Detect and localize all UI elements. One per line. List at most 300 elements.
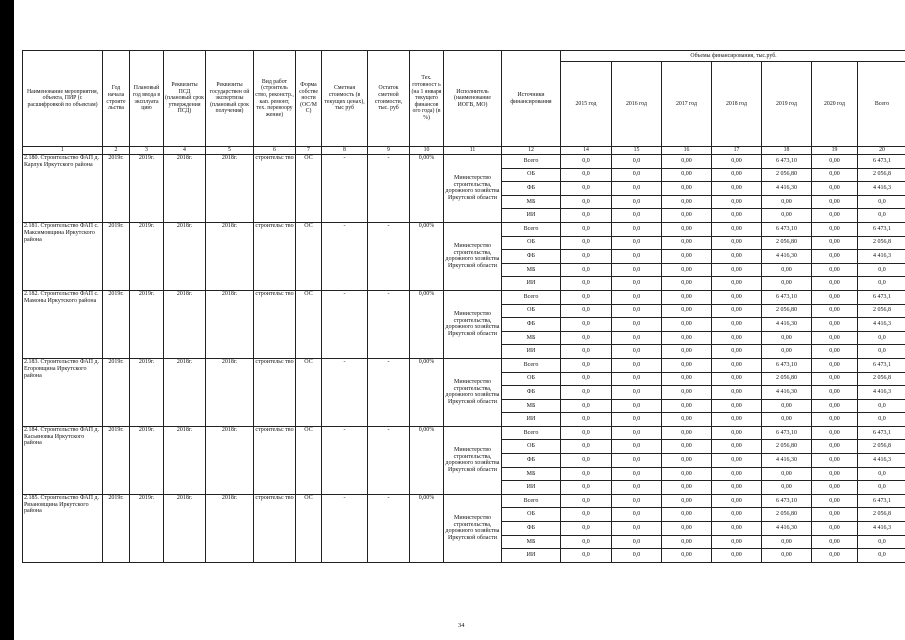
commission-year: 2019г. <box>130 155 164 223</box>
amount-cell: 0,0 <box>612 345 662 359</box>
estimated-cost: - <box>322 358 368 426</box>
amount-cell: 0,00 <box>762 195 812 209</box>
amount-cell: 0,00 <box>712 318 762 332</box>
column-number: 14 <box>561 147 612 155</box>
amount-cell: 0,00 <box>812 481 858 495</box>
amount-cell: 0,0 <box>561 222 612 236</box>
amount-cell: 0,00 <box>762 549 812 563</box>
amount-cell: 2 056,80 <box>762 236 812 250</box>
amount-cell: 0,00 <box>762 331 812 345</box>
work-type: строительс тво <box>254 426 296 494</box>
amount-cell: 0,0 <box>561 277 612 291</box>
amount-cell: 0,00 <box>662 372 712 386</box>
column-number: 2 <box>103 147 130 155</box>
amount-cell: 0,00 <box>812 168 858 182</box>
commission-year: 2019г. <box>130 494 164 562</box>
amount-cell: 2 056,8 <box>858 236 905 250</box>
amount-cell: 0,00 <box>712 413 762 427</box>
amount-cell: 0,0 <box>612 494 662 508</box>
expertise-year: 2018г. <box>206 494 254 562</box>
ownership-form: ОС <box>296 222 322 290</box>
amount-cell: 0,00 <box>662 413 712 427</box>
funding-source: Всего <box>502 358 561 372</box>
ownership-form: ОС <box>296 494 322 562</box>
amount-cell: 0,00 <box>662 182 712 196</box>
amount-cell: 0,00 <box>662 304 712 318</box>
remaining-cost: - <box>368 358 410 426</box>
amount-cell: 0,0 <box>612 372 662 386</box>
funding-source: Всего <box>502 290 561 304</box>
funding-source: ОБ <box>502 304 561 318</box>
amount-cell: 2 056,8 <box>858 304 905 318</box>
column-number: 11 <box>444 147 502 155</box>
amount-cell: 0,0 <box>612 222 662 236</box>
amount-cell: 0,00 <box>812 182 858 196</box>
start-year: 2019г. <box>103 426 130 494</box>
expertise-year: 2018г. <box>206 222 254 290</box>
commission-year: 2019г. <box>130 222 164 290</box>
amount-cell: 0,00 <box>662 467 712 481</box>
funding-source: ИИ <box>502 209 561 223</box>
amount-cell: 0,0 <box>561 413 612 427</box>
funding-source: Всего <box>502 426 561 440</box>
column-number: 8 <box>322 147 368 155</box>
estimated-cost: - <box>322 155 368 223</box>
amount-cell: 0,0 <box>561 372 612 386</box>
amount-cell: 0,00 <box>712 277 762 291</box>
expertise-year: 2018г. <box>206 358 254 426</box>
column-number: 20 <box>858 147 905 155</box>
column-numbers-row <box>23 147 905 155</box>
amount-cell: 0,00 <box>662 331 712 345</box>
amount-cell: 0,00 <box>662 522 712 536</box>
ownership-form: ОС <box>296 290 322 358</box>
commission-year: 2019г. <box>130 358 164 426</box>
object-name: 2.184. Строительство ФАП д. Касьяновка Иркутского района <box>23 426 103 494</box>
start-year: 2019г. <box>103 222 130 290</box>
table-row <box>23 155 905 169</box>
amount-cell: 0,00 <box>812 331 858 345</box>
amount-cell: 0,0 <box>612 413 662 427</box>
year-header: 2016 год <box>612 62 662 147</box>
amount-cell: 0,0 <box>561 358 612 372</box>
work-type: строительс тво <box>254 494 296 562</box>
column-header: Тех. готовност ь (на 1 января текущего финансов ого года) (в %) <box>410 51 444 147</box>
amount-cell: 2 056,8 <box>858 440 905 454</box>
funding-source: МБ <box>502 331 561 345</box>
amount-cell: 0,00 <box>812 195 858 209</box>
ownership-form: ОС <box>296 358 322 426</box>
amount-cell: 0,00 <box>712 549 762 563</box>
work-type: строительс тво <box>254 290 296 358</box>
amount-cell: 0,0 <box>612 209 662 223</box>
column-number: 4 <box>164 147 206 155</box>
amount-cell: 0,0 <box>561 494 612 508</box>
amount-cell: 0,0 <box>612 155 662 169</box>
column-number: 1 <box>23 147 103 155</box>
amount-cell: 0,00 <box>662 209 712 223</box>
column-header: Вид работ (строитель ство, реконстр., кап. ремонт, тех. перевоору жение) <box>254 51 296 147</box>
amount-cell: 0,0 <box>612 508 662 522</box>
amount-cell: 0,0 <box>612 318 662 332</box>
ownership-form: ОС <box>296 155 322 223</box>
psd-year: 2018г. <box>164 222 206 290</box>
amount-cell: 2 056,8 <box>858 168 905 182</box>
amount-cell: 6 473,1 <box>858 290 905 304</box>
amount-cell: 2 056,80 <box>762 372 812 386</box>
column-header: Исполнитель (наименование ИОГВ, МО) <box>444 51 502 147</box>
work-type: строительс тво <box>254 358 296 426</box>
amount-cell: 0,0 <box>561 345 612 359</box>
amount-cell: 0,0 <box>858 277 905 291</box>
column-number: 9 <box>368 147 410 155</box>
year-header: Всего <box>858 62 905 147</box>
amount-cell: 0,0 <box>561 508 612 522</box>
amount-cell: 0,0 <box>858 195 905 209</box>
amount-cell: 0,00 <box>662 426 712 440</box>
year-header: 2019 год <box>762 62 812 147</box>
amount-cell: 0,00 <box>812 522 858 536</box>
amount-cell: 0,00 <box>662 250 712 264</box>
amount-cell: 0,0 <box>561 263 612 277</box>
object-name: 2.180. Строительство ФАП д. Карлук Иркутского района <box>23 155 103 223</box>
table-row <box>23 222 905 236</box>
amount-cell: 0,0 <box>612 304 662 318</box>
commission-year: 2019г. <box>130 426 164 494</box>
amount-cell: 0,0 <box>858 467 905 481</box>
funding-source: ФБ <box>502 386 561 400</box>
column-number: 18 <box>762 147 812 155</box>
amount-cell: 0,00 <box>662 236 712 250</box>
year-header: 2020 год <box>812 62 858 147</box>
amount-cell: 0,0 <box>612 358 662 372</box>
column-number: 10 <box>410 147 444 155</box>
amount-cell: 2 056,8 <box>858 372 905 386</box>
amount-cell: 0,0 <box>612 454 662 468</box>
column-number: 5 <box>206 147 254 155</box>
amount-cell: 0,00 <box>712 467 762 481</box>
amount-cell: 0,0 <box>561 195 612 209</box>
amount-cell: 0,00 <box>712 250 762 264</box>
funding-source: МБ <box>502 467 561 481</box>
funding-source: МБ <box>502 195 561 209</box>
amount-cell: 6 473,10 <box>762 290 812 304</box>
amount-cell: 0,0 <box>561 250 612 264</box>
amount-cell: 0,00 <box>662 549 712 563</box>
column-number: 17 <box>712 147 762 155</box>
amount-cell: 6 473,10 <box>762 426 812 440</box>
psd-year: 2018г. <box>164 155 206 223</box>
amount-cell: 0,0 <box>612 549 662 563</box>
remaining-cost: - <box>368 155 410 223</box>
executor: Министерство строительства, дорожного хозяйства Иркутской области <box>444 494 502 562</box>
remaining-cost: - <box>368 494 410 562</box>
amount-cell: 2 056,80 <box>762 440 812 454</box>
amount-cell: 0,00 <box>812 358 858 372</box>
amount-cell: 0,00 <box>812 345 858 359</box>
amount-cell: 0,00 <box>712 263 762 277</box>
amount-cell: 0,00 <box>662 481 712 495</box>
amount-cell: 0,00 <box>812 318 858 332</box>
psd-year: 2018г. <box>164 290 206 358</box>
psd-year: 2018г. <box>164 426 206 494</box>
amount-cell: 0,00 <box>662 155 712 169</box>
amount-cell: 0,0 <box>612 535 662 549</box>
amount-cell: 0,00 <box>712 345 762 359</box>
amount-cell: 0,00 <box>812 549 858 563</box>
funding-source: Всего <box>502 155 561 169</box>
amount-cell: 0,0 <box>561 304 612 318</box>
column-number: 15 <box>612 147 662 155</box>
amount-cell: 0,0 <box>612 522 662 536</box>
amount-cell: 0,00 <box>712 494 762 508</box>
amount-cell: 6 473,10 <box>762 358 812 372</box>
header-row-1 <box>23 51 905 62</box>
amount-cell: 0,0 <box>612 386 662 400</box>
work-type: строительс тво <box>254 222 296 290</box>
estimated-cost: - <box>322 222 368 290</box>
amount-cell: 0,0 <box>612 440 662 454</box>
amount-cell: 0,00 <box>712 182 762 196</box>
funding-source: ИИ <box>502 345 561 359</box>
table-row <box>23 426 905 440</box>
amount-cell: 0,00 <box>712 331 762 345</box>
amount-cell: 6 473,1 <box>858 494 905 508</box>
amount-cell: 0,0 <box>612 182 662 196</box>
document-page <box>14 0 905 640</box>
amount-cell: 0,0 <box>561 522 612 536</box>
column-header: Год начала строите льства <box>103 51 130 147</box>
amount-cell: 0,00 <box>812 304 858 318</box>
amount-cell: 0,00 <box>712 386 762 400</box>
start-year: 2019г. <box>103 155 130 223</box>
funding-source: ФБ <box>502 182 561 196</box>
year-header: 2017 год <box>662 62 712 147</box>
amount-cell: 0,0 <box>612 467 662 481</box>
executor: Министерство строительства, дорожного хозяйства Иркутской области <box>444 222 502 290</box>
amount-cell: 0,00 <box>662 494 712 508</box>
psd-year: 2018г. <box>164 494 206 562</box>
funding-source: ОБ <box>502 168 561 182</box>
amount-cell: 0,00 <box>712 399 762 413</box>
table-row <box>23 494 905 508</box>
amount-cell: 0,00 <box>662 290 712 304</box>
amount-cell: 0,00 <box>712 426 762 440</box>
amount-cell: 4 416,3 <box>858 386 905 400</box>
amount-cell: 0,00 <box>812 508 858 522</box>
amount-cell: 6 473,10 <box>762 494 812 508</box>
expertise-year: 2018г. <box>206 426 254 494</box>
year-header: 2018 год <box>712 62 762 147</box>
funding-source: ИИ <box>502 481 561 495</box>
amount-cell: 0,00 <box>762 413 812 427</box>
column-header: Плановый год ввода в эксплуата цию <box>130 51 164 147</box>
estimated-cost: - <box>322 426 368 494</box>
amount-cell: 0,0 <box>561 426 612 440</box>
table-row <box>23 358 905 372</box>
amount-cell: 0,0 <box>612 250 662 264</box>
table-body <box>23 155 905 563</box>
column-number: 12 <box>502 147 561 155</box>
amount-cell: 4 416,3 <box>858 318 905 332</box>
amount-cell: 4 416,3 <box>858 250 905 264</box>
amount-cell: 0,00 <box>812 372 858 386</box>
amount-cell: 0,00 <box>712 454 762 468</box>
amount-cell: 0,0 <box>561 168 612 182</box>
amount-cell: 0,00 <box>662 454 712 468</box>
amount-cell: 0,00 <box>762 467 812 481</box>
amount-cell: 0,0 <box>612 331 662 345</box>
funding-source: ОБ <box>502 508 561 522</box>
amount-cell: 0,0 <box>561 399 612 413</box>
column-number: 7 <box>296 147 322 155</box>
readiness-percent: 0,00% <box>410 155 444 223</box>
funding-source: Всего <box>502 222 561 236</box>
funding-source: ФБ <box>502 454 561 468</box>
amount-cell: 0,0 <box>561 290 612 304</box>
amount-cell: 0,00 <box>662 386 712 400</box>
executor: Министерство строительства, дорожного хозяйства Иркутской области <box>444 155 502 223</box>
amount-cell: 0,0 <box>612 277 662 291</box>
amount-cell: 0,00 <box>712 290 762 304</box>
amount-cell: 0,00 <box>712 155 762 169</box>
estimated-cost: - <box>322 494 368 562</box>
funding-source: Всего <box>502 494 561 508</box>
table-row <box>23 290 905 304</box>
column-number: 19 <box>812 147 858 155</box>
amount-cell: 0,0 <box>612 263 662 277</box>
amount-cell: 0,0 <box>612 290 662 304</box>
readiness-percent: 0,00% <box>410 358 444 426</box>
amount-cell: 6 473,1 <box>858 155 905 169</box>
amount-cell: 0,0 <box>858 535 905 549</box>
funding-source: ИИ <box>502 413 561 427</box>
amount-cell: 0,0 <box>561 209 612 223</box>
amount-cell: 4 416,3 <box>858 454 905 468</box>
amount-cell: 0,0 <box>858 263 905 277</box>
amount-cell: 0,00 <box>762 535 812 549</box>
table-header <box>23 51 905 155</box>
remaining-cost: - <box>368 426 410 494</box>
ownership-form: ОС <box>296 426 322 494</box>
amount-cell: 4 416,30 <box>762 522 812 536</box>
amount-cell: 0,0 <box>561 549 612 563</box>
remaining-cost: - <box>368 222 410 290</box>
amount-cell: 0,0 <box>561 331 612 345</box>
amount-cell: 0,0 <box>612 426 662 440</box>
expertise-year: 2018г. <box>206 290 254 358</box>
amount-cell: 0,0 <box>561 481 612 495</box>
column-header: Реквизиты государствен ой экспертизы (плановый срок получения) <box>206 51 254 147</box>
amount-cell: 0,00 <box>662 263 712 277</box>
amount-cell: 0,0 <box>561 182 612 196</box>
amount-cell: 0,0 <box>561 440 612 454</box>
funding-source: ФБ <box>502 250 561 264</box>
amount-cell: 0,00 <box>712 440 762 454</box>
amount-cell: 0,00 <box>812 250 858 264</box>
amount-cell: 0,00 <box>712 481 762 495</box>
object-name: 2.185. Строительство ФАП д. Рязановщина Иркутского района <box>23 494 103 562</box>
amount-cell: 6 473,1 <box>858 358 905 372</box>
column-header: Реквизиты ПСД (плановый срок утверждения ПСД) <box>164 51 206 147</box>
executor: Министерство строительства, дорожного хозяйства Иркутской области <box>444 426 502 494</box>
funding-source: МБ <box>502 399 561 413</box>
amount-cell: 0,00 <box>812 290 858 304</box>
amount-cell: 0,0 <box>612 195 662 209</box>
amount-cell: 0,0 <box>561 454 612 468</box>
column-number: 6 <box>254 147 296 155</box>
amount-cell: 0,00 <box>762 277 812 291</box>
amount-cell: 0,0 <box>561 386 612 400</box>
amount-cell: 0,00 <box>762 345 812 359</box>
amount-cell: 0,00 <box>662 440 712 454</box>
amount-cell: 0,00 <box>662 222 712 236</box>
amount-cell: 0,00 <box>812 222 858 236</box>
column-header: Форма собстве ности (ОС/М С) <box>296 51 322 147</box>
amount-cell: 6 473,1 <box>858 222 905 236</box>
amount-cell: 0,00 <box>812 209 858 223</box>
financing-table <box>22 50 905 563</box>
amount-cell: 0,00 <box>712 522 762 536</box>
amount-cell: 0,00 <box>712 168 762 182</box>
amount-cell: 0,00 <box>812 155 858 169</box>
amount-cell: 0,0 <box>858 413 905 427</box>
work-type: строительс тво <box>254 155 296 223</box>
amount-cell: 4 416,30 <box>762 386 812 400</box>
amount-cell: 2 056,80 <box>762 168 812 182</box>
amount-cell: 4 416,3 <box>858 182 905 196</box>
amount-cell: 0,00 <box>662 168 712 182</box>
funding-source: ФБ <box>502 318 561 332</box>
amount-cell: 0,00 <box>812 454 858 468</box>
amount-cell: 0,0 <box>561 236 612 250</box>
amount-cell: 0,00 <box>812 236 858 250</box>
estimated-cost: - <box>322 290 368 358</box>
amount-cell: 0,0 <box>612 236 662 250</box>
object-name: 2.182. Строительство ФАП с. Мамоны Иркутского района <box>23 290 103 358</box>
object-name: 2.183. Строительство ФАП д. Егоровщина Иркутского района <box>23 358 103 426</box>
amount-cell: 0,0 <box>561 155 612 169</box>
amount-cell: 0,0 <box>561 535 612 549</box>
amount-cell: 0,00 <box>712 304 762 318</box>
executor: Министерство строительства, дорожного хозяйства Иркутской области <box>444 290 502 358</box>
amount-cell: 0,0 <box>858 209 905 223</box>
readiness-percent: 0,00% <box>410 426 444 494</box>
funding-source: ИИ <box>502 549 561 563</box>
amount-cell: 0,0 <box>858 345 905 359</box>
amount-cell: 0,0 <box>858 399 905 413</box>
page-number: 34 <box>458 622 465 629</box>
readiness-percent: 0,00% <box>410 222 444 290</box>
readiness-percent: 0,00% <box>410 290 444 358</box>
column-header: Сметная стоимость (в текущих ценах), тыс руб <box>322 51 368 147</box>
amount-cell: 0,0 <box>858 481 905 495</box>
remaining-cost: - <box>368 290 410 358</box>
amount-cell: 0,00 <box>712 195 762 209</box>
funding-source: ОБ <box>502 440 561 454</box>
amount-cell: 6 473,10 <box>762 155 812 169</box>
amount-cell: 4 416,30 <box>762 318 812 332</box>
amount-cell: 0,00 <box>712 236 762 250</box>
funding-source: ОБ <box>502 236 561 250</box>
amount-cell: 0,00 <box>762 263 812 277</box>
amount-cell: 0,00 <box>812 413 858 427</box>
amount-cell: 0,00 <box>712 358 762 372</box>
start-year: 2019г. <box>103 290 130 358</box>
amount-cell: 4 416,30 <box>762 454 812 468</box>
amount-cell: 0,00 <box>662 195 712 209</box>
financing-group-header: Объемы финансирования, тыс.руб. <box>561 51 905 62</box>
